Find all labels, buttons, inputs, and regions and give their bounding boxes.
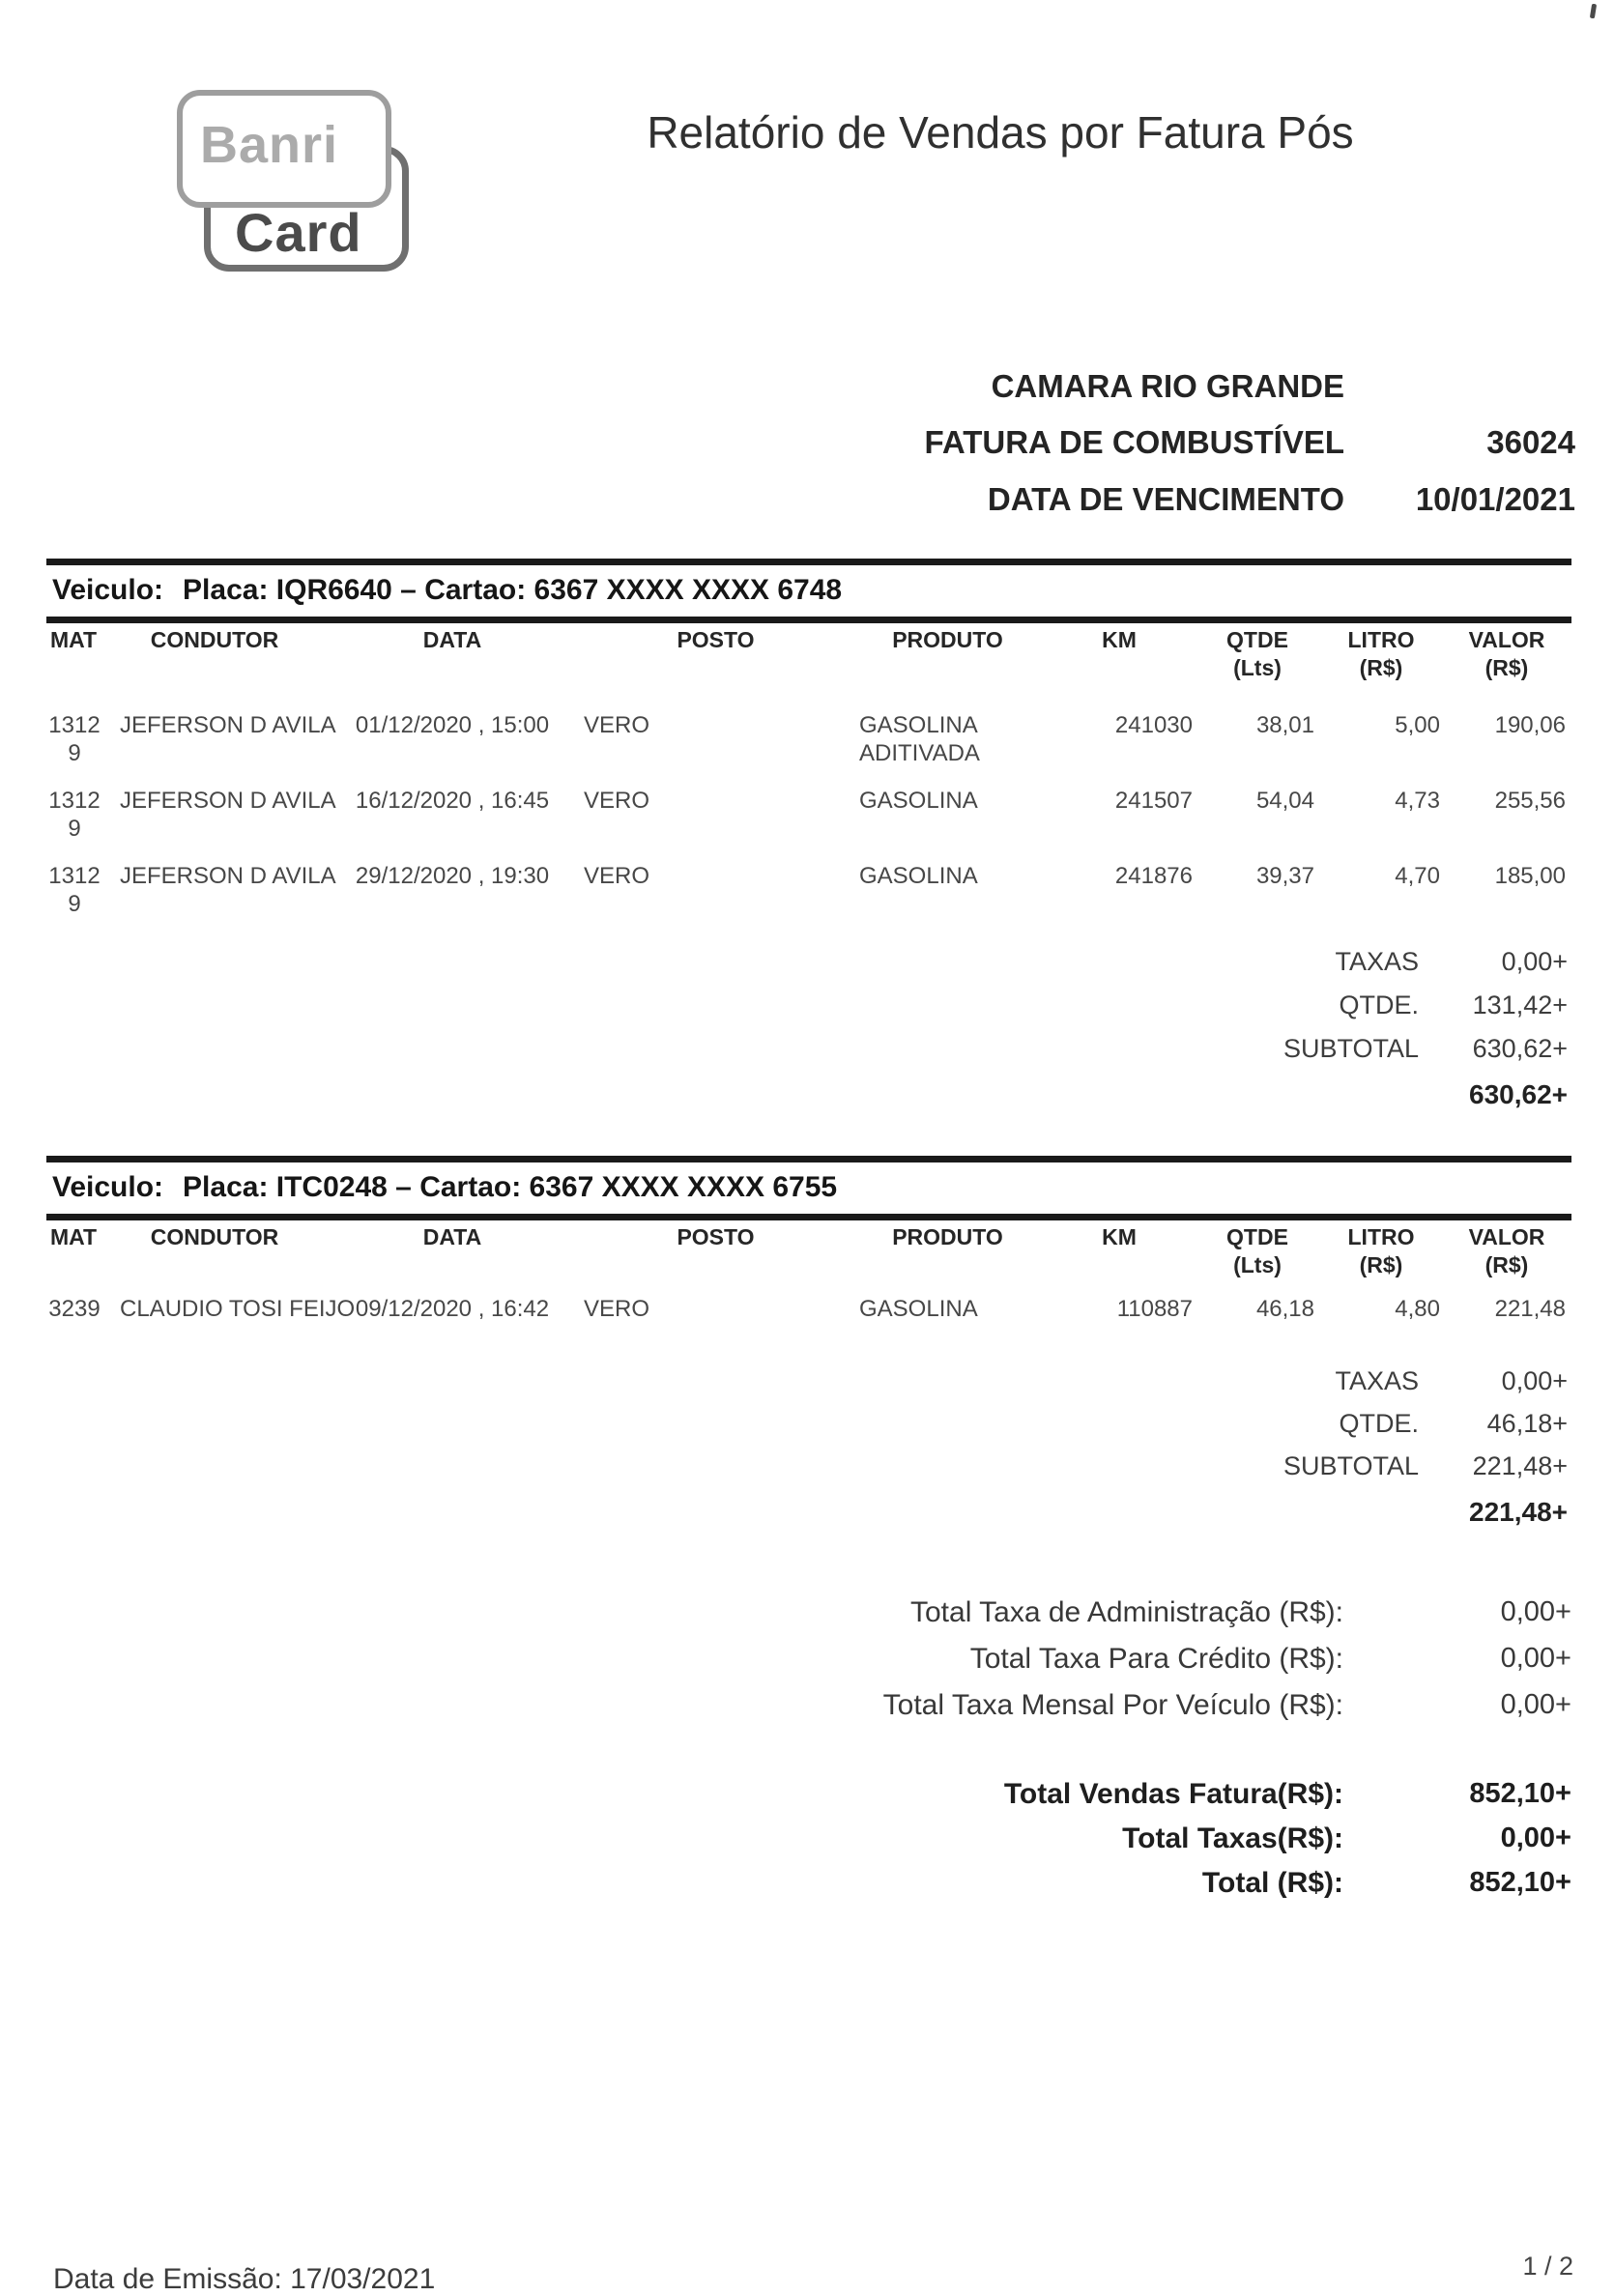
cell-data: 01/12/2020 , 15:00 <box>355 712 550 738</box>
section-total-row: 221,48+ <box>1469 1497 1568 1527</box>
cell-produto: GASOLINA <box>859 863 978 889</box>
subtotal-row: SUBTOTAL 630,62+ <box>1283 1034 1568 1063</box>
client-name: CAMARA RIO GRANDE <box>991 368 1344 404</box>
table-row <box>46 1295 1571 1323</box>
invoice-label: FATURA DE COMBUSTÍVEL <box>924 424 1344 460</box>
cell-mat: 3239 <box>48 1296 101 1322</box>
meta-row-client <box>802 368 1575 416</box>
cell-condutor: CLAUDIO TOSI FEIJO <box>120 1296 356 1322</box>
col-data: DATA <box>422 1224 482 1249</box>
cell-km: 241876 <box>1114 863 1193 889</box>
grand-total-row: Total (R$): 852,10+ <box>1201 1867 1571 1899</box>
qty-row: QTDE. 131,42+ <box>1339 990 1568 1019</box>
cell-data: 29/12/2020 , 19:30 <box>355 863 550 889</box>
vehicle-section-header-2 <box>46 1156 1571 1220</box>
vehicle-plate-card: Placa: ITC0248 – Cartao: 6367 XXXX XXXX 6755 <box>183 1171 838 1203</box>
col-km: KM <box>1102 1224 1137 1249</box>
table-header-1: MAT CONDUTOR DATA POSTO PRODUTO KM QTDE (Lts) LITRO (R$) VALOR (R$) <box>50 627 1545 680</box>
col-km: KM <box>1102 627 1137 652</box>
cell-litro: 4,73 <box>1395 788 1440 814</box>
vehicle-label: Veiculo: <box>52 1171 164 1203</box>
cell-posto: VERO <box>584 1296 650 1322</box>
summary-admin-tax-row: Total Taxa de Administração (R$): 0,00+ <box>910 1596 1571 1628</box>
cell-condutor: JEFERSON D AVILA <box>120 863 336 889</box>
page-number: 1 / 2 <box>1522 2252 1573 2281</box>
banricard-logo <box>177 90 433 288</box>
table-row <box>46 711 1571 767</box>
emission-date: Data de Emissão: 17/03/2021 <box>53 2263 436 2295</box>
total-taxes-row: Total Taxas(R$): 0,00+ <box>1122 1822 1571 1854</box>
cell-qtde: 46,18 <box>1255 1296 1314 1322</box>
cell-produto: GASOLINA <box>859 788 978 814</box>
col-litro: LITRO <box>1347 627 1415 652</box>
meta-row-due-date <box>802 481 1575 530</box>
cell-valor: 221,48 <box>1494 1296 1566 1322</box>
col-data: DATA <box>422 627 482 652</box>
qty-row: QTDE. 46,18+ <box>1339 1409 1568 1438</box>
vehicle-plate-card: Placa: IQR6640 – Cartao: 6367 XXXX XXXX 6748 <box>183 574 843 606</box>
meta-row-invoice <box>802 424 1575 473</box>
col-mat: MAT <box>50 1224 98 1249</box>
cell-litro: 4,70 <box>1395 863 1440 889</box>
cell-mat: 13129 <box>48 712 101 766</box>
col-litro: LITRO <box>1347 1224 1415 1249</box>
vehicle-section-header-1 <box>46 559 1571 623</box>
due-date-value: 10/01/2021 <box>1415 481 1575 517</box>
cell-qtde: 38,01 <box>1255 712 1314 738</box>
cell-litro: 5,00 <box>1395 712 1440 738</box>
invoice-number: 36024 <box>1486 424 1575 460</box>
col-condutor: CONDUTOR <box>150 1224 279 1249</box>
cell-mat: 13129 <box>48 788 101 842</box>
cell-km: 241507 <box>1114 788 1193 814</box>
col-valor: VALOR <box>1468 1224 1545 1249</box>
logo-text-banri: Banri <box>200 116 339 174</box>
cell-km: 241030 <box>1114 712 1193 738</box>
subtotal-row: SUBTOTAL 221,48+ <box>1283 1451 1568 1480</box>
cell-posto: VERO <box>584 788 650 814</box>
cell-posto: VERO <box>584 863 650 889</box>
col-posto: POSTO <box>677 627 755 652</box>
vehicle-label: Veiculo: <box>52 574 164 606</box>
col-valor: VALOR <box>1468 627 1545 652</box>
cell-valor: 190,06 <box>1494 712 1566 738</box>
cell-condutor: JEFERSON D AVILA <box>120 788 336 814</box>
cell-litro: 4,80 <box>1395 1296 1440 1322</box>
col-mat: MAT <box>50 627 98 652</box>
cell-produto: GASOLINA ADITIVADA <box>859 712 980 766</box>
page-title: Relatório de Vendas por Fatura Pós <box>647 107 1354 158</box>
scan-artifact <box>1590 4 1597 19</box>
col-qtde: QTDE <box>1226 1224 1288 1249</box>
col-produto: PRODUTO <box>892 627 1003 652</box>
logo-text-card: Card <box>235 202 362 263</box>
table-header-2: MAT CONDUTOR DATA POSTO PRODUTO KM QTDE (Lts) LITRO (R$) VALOR (R$) <box>50 1224 1545 1277</box>
cell-mat: 13129 <box>48 863 101 917</box>
taxes-row: TAXAS 0,00+ <box>1335 1366 1568 1395</box>
cell-posto: VERO <box>584 712 650 738</box>
col-qtde: QTDE <box>1226 627 1288 652</box>
total-sales-row: Total Vendas Fatura(R$): 852,10+ <box>1003 1778 1571 1810</box>
col-produto: PRODUTO <box>892 1224 1003 1249</box>
section-total-row: 630,62+ <box>1469 1079 1568 1109</box>
cell-condutor: JEFERSON D AVILA <box>120 712 336 738</box>
summary-monthly-tax-row: Total Taxa Mensal Por Veículo (R$): 0,00+ <box>882 1689 1571 1721</box>
cell-qtde: 54,04 <box>1255 788 1314 814</box>
cell-valor: 185,00 <box>1494 863 1566 889</box>
due-date-label: DATA DE VENCIMENTO <box>987 481 1344 517</box>
cell-valor: 255,56 <box>1494 788 1566 814</box>
cell-data: 16/12/2020 , 16:45 <box>355 788 550 814</box>
summary-credit-tax-row: Total Taxa Para Crédito (R$): 0,00+ <box>969 1643 1571 1675</box>
table-row <box>46 862 1571 918</box>
cell-qtde: 39,37 <box>1255 863 1314 889</box>
cell-data: 09/12/2020 , 16:42 <box>355 1296 550 1322</box>
col-condutor: CONDUTOR <box>150 627 279 652</box>
taxes-row: TAXAS 0,00+ <box>1335 947 1568 976</box>
cell-km: 110887 <box>1116 1296 1193 1322</box>
table-row <box>46 787 1571 843</box>
col-posto: POSTO <box>677 1224 755 1249</box>
cell-produto: GASOLINA <box>859 1296 978 1322</box>
